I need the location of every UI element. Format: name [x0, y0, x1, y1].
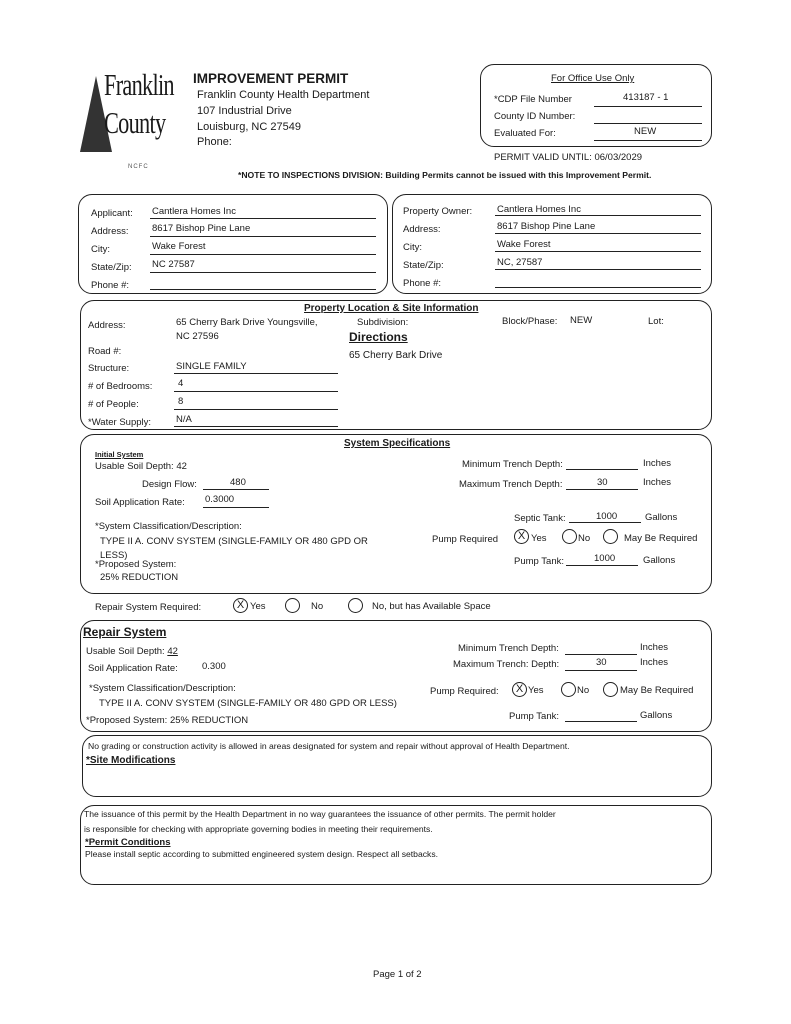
bedrooms-label: # of Bedrooms: — [88, 381, 153, 392]
evaluated-value: NEW — [634, 126, 657, 137]
septic-tank-value: 1000 — [596, 511, 618, 522]
repair-soil-rate-label: Soil Application Rate: — [88, 663, 178, 674]
repair-pump-no-label: No — [577, 685, 590, 696]
max-trench-value: 30 — [597, 477, 608, 488]
initial-soil-depth: Usable Soil Depth: 42 — [95, 461, 187, 472]
repair-pump-no-radio[interactable] — [561, 682, 576, 697]
repair-pump-yes-label: Yes — [528, 685, 544, 696]
department-phone: Phone: — [197, 136, 232, 148]
septic-tank-label: Septic Tank: — [514, 513, 566, 524]
repair-no-space-label: No, but has Available Space — [372, 601, 491, 612]
classification-overflow-text: LESS) — [100, 550, 128, 561]
soil-rate-value: 0.3000 — [205, 494, 235, 505]
owner-statezip-label: State/Zip: — [403, 260, 444, 271]
septic-tank-underline — [569, 522, 641, 523]
repair-system-title: Repair System — [83, 625, 167, 639]
repair-min-trench-unit: Inches — [640, 642, 668, 653]
pump-no-label: No — [578, 533, 591, 544]
repair-min-trench-label: Minimum Trench Depth: — [458, 643, 559, 654]
applicant-statezip-label: State/Zip: — [91, 262, 132, 273]
applicant-city-value: Wake Forest — [152, 241, 206, 252]
proposed-label: *Proposed System: — [95, 559, 177, 570]
min-trench-field — [566, 469, 638, 470]
repair-proposed-system: *Proposed System: 25% REDUCTION — [86, 715, 249, 726]
logo-line1: Franklin — [104, 67, 174, 102]
repair-no-label: No — [311, 601, 324, 612]
owner-address-label: Address: — [403, 224, 441, 235]
office-use-title: For Office Use Only — [551, 73, 635, 84]
applicant-statezip-value: NC 27587 — [152, 259, 195, 270]
lot-label: Lot: — [648, 316, 664, 327]
classification-value: TYPE II A. CONV SYSTEM (SINGLE-FAMILY OR 480 GPD OR — [100, 536, 368, 547]
repair-pump-yes-radio[interactable] — [512, 682, 527, 697]
applicant-city-underline — [150, 254, 376, 255]
repair-min-trench-field — [565, 654, 637, 655]
logo-line2: County — [104, 105, 166, 140]
owner-city-value: Wake Forest — [497, 239, 551, 250]
owner-address-value: 8617 Bishop Pine Lane — [497, 221, 596, 232]
repair-max-trench-unit: Inches — [640, 657, 668, 668]
classification-overflow — [100, 550, 128, 561]
people-label: # of People: — [88, 399, 139, 410]
bedrooms-value: 4 — [178, 378, 184, 389]
system-specifications-title: System Specifications — [344, 438, 451, 449]
x-mark-icon: X — [236, 599, 245, 611]
repair-classification-value: TYPE II A. CONV SYSTEM (SINGLE-FAMILY OR 480 GPD OR LESS) — [99, 698, 397, 709]
structure-label: Structure: — [88, 363, 130, 374]
subdivision-label: Subdivision: — [357, 317, 409, 328]
county-id-field — [594, 123, 702, 124]
evaluated-label: Evaluated For: — [494, 128, 556, 139]
department-city: Louisburg, NC 27549 — [197, 121, 301, 133]
design-flow-underline — [203, 489, 269, 490]
soil-rate-underline — [203, 507, 269, 508]
repair-pump-tank-label: Pump Tank: — [509, 711, 559, 722]
cdp-label: *CDP File Number — [494, 94, 572, 105]
department-street: 107 Industrial Drive — [197, 105, 292, 117]
applicant-address-value: 8617 Bishop Pine Lane — [152, 223, 251, 234]
directions-title: Directions — [349, 330, 408, 344]
pump-yes-label: Yes — [531, 533, 547, 544]
owner-phone-label: Phone #: — [403, 278, 442, 289]
repair-pump-required-label: Pump Required: — [430, 686, 499, 697]
permit-conditions-text: Please install septic according to submitted engineered system design. Respect all setbacks. — [85, 849, 439, 859]
repair-pump-maybe-label: May Be Required — [620, 685, 694, 696]
pump-tank-unit: Gallons — [643, 555, 676, 566]
permit-notice-line1: The issuance of this permit by the Health Department in no way guarantees the issuance of other permits. The permit holder — [84, 809, 556, 819]
structure-underline — [174, 373, 338, 374]
evaluated-underline — [594, 140, 702, 141]
property-location-title: Property Location & Site Information — [304, 303, 479, 314]
repair-classification-label: *System Classification/Description: — [89, 683, 236, 694]
applicant-label: Applicant: — [91, 208, 133, 219]
applicant-underline — [150, 218, 376, 219]
permit-conditions-title: *Permit Conditions — [85, 837, 171, 848]
applicant-statezip-underline — [150, 272, 376, 273]
repair-pump-tank-unit: Gallons — [640, 710, 673, 721]
repair-no-radio[interactable] — [285, 598, 300, 613]
pump-tank-underline — [566, 565, 638, 566]
owner-underline — [495, 215, 701, 216]
owner-city-underline — [495, 251, 701, 252]
pump-tank-label: Pump Tank: — [514, 556, 564, 567]
county-id-label: County ID Number: — [494, 111, 576, 122]
water-supply-label: *Water Supply: — [88, 417, 152, 428]
water-supply-value: N/A — [176, 414, 192, 425]
bedrooms-underline — [174, 391, 338, 392]
repair-required-label: Repair System Required: — [95, 602, 202, 613]
min-trench-unit: Inches — [643, 458, 671, 469]
owner-statezip-underline — [495, 269, 701, 270]
department-name: Franklin County Health Department — [197, 89, 370, 101]
max-trench-underline — [566, 489, 638, 490]
repair-max-trench-underline — [565, 670, 637, 671]
min-trench-label: Minimum Trench Depth: — [462, 459, 563, 470]
road-label: Road #: — [88, 346, 122, 357]
people-value: 8 — [178, 396, 184, 407]
repair-soil-depth-value: 42 — [167, 646, 178, 657]
applicant-phone-label: Phone #: — [91, 280, 130, 291]
repair-soil-depth-label-text: Usable Soil Depth: — [86, 646, 165, 657]
pump-tank-value: 1000 — [594, 553, 616, 564]
permit-notice-line2: is responsible for checking with appropriate governing bodies in meeting their requirements. — [84, 824, 433, 834]
repair-soil-depth-label — [86, 646, 178, 657]
x-mark-icon: X — [517, 530, 526, 542]
site-modifications-title: *Site Modifications — [86, 755, 176, 766]
applicant-value: Cantlera Homes Inc — [152, 206, 236, 217]
owner-address-underline — [495, 233, 701, 234]
system-specifications-box — [80, 434, 712, 594]
repair-no-space-radio[interactable] — [348, 598, 363, 613]
cdp-underline — [594, 106, 702, 107]
repair-yes-label: Yes — [250, 601, 266, 612]
pump-maybe-label: May Be Required — [624, 533, 698, 544]
site-modifications-notice: No grading or construction activity is allowed in areas designated for system and repair without approval of Health Department. — [88, 741, 570, 751]
repair-pump-maybe-radio[interactable] — [603, 682, 618, 697]
soil-rate-label: Soil Application Rate: — [95, 497, 185, 508]
logo-tagline: NCFC — [128, 164, 149, 170]
repair-soil-rate-value: 0.300 — [202, 661, 226, 672]
applicant-address-underline — [150, 236, 376, 237]
water-supply-underline — [174, 426, 338, 427]
cdp-value: 413187 - 1 — [623, 92, 669, 103]
owner-statezip-value: NC, 27587 — [497, 257, 543, 268]
pump-no-radio[interactable] — [562, 529, 577, 544]
directions-value: 65 Cherry Bark Drive — [349, 350, 443, 361]
max-trench-label: Maximum Trench Depth: — [459, 479, 563, 490]
proposed-value: 25% REDUCTION — [100, 572, 179, 583]
block-phase-label: Block/Phase: — [502, 316, 558, 327]
design-flow-label: Design Flow: — [142, 479, 197, 490]
location-address-label: Address: — [88, 320, 126, 331]
repair-max-trench-label: Maximum Trench: Depth: — [453, 659, 560, 670]
page-title: IMPROVEMENT PERMIT — [193, 71, 349, 86]
classification-label: *System Classification/Description: — [95, 521, 242, 532]
applicant-phone-field — [150, 289, 376, 290]
pump-maybe-radio[interactable] — [603, 529, 618, 544]
people-underline — [174, 409, 338, 410]
location-address-line2: NC 27596 — [176, 331, 219, 342]
inspections-note: *NOTE TO INSPECTIONS DIVISION: Building Permits cannot be issued with this Improvement Permit. — [238, 170, 652, 180]
owner-value: Cantlera Homes Inc — [497, 204, 581, 215]
block-phase-value: NEW — [570, 315, 593, 326]
repair-max-trench-value: 30 — [596, 657, 607, 668]
applicant-address-label: Address: — [91, 226, 129, 237]
structure-value: SINGLE FAMILY — [176, 361, 247, 372]
septic-tank-unit: Gallons — [645, 512, 678, 523]
pump-required-label: Pump Required — [432, 534, 499, 545]
applicant-city-label: City: — [91, 244, 110, 255]
max-trench-unit: Inches — [643, 477, 671, 488]
owner-label: Property Owner: — [403, 206, 473, 217]
permit-valid-until: PERMIT VALID UNTIL: 06/03/2029 — [494, 152, 643, 163]
repair-pump-tank-field — [565, 721, 637, 722]
x-mark-icon: X — [515, 683, 524, 695]
repair-yes-radio[interactable] — [233, 598, 248, 613]
initial-system-label: Initial System — [95, 450, 144, 459]
page-number: Page 1 of 2 — [373, 969, 422, 980]
pump-yes-radio[interactable] — [514, 529, 529, 544]
location-address-line1: 65 Cherry Bark Drive Youngsville, — [176, 317, 318, 328]
owner-city-label: City: — [403, 242, 422, 253]
design-flow-value: 480 — [230, 477, 246, 488]
owner-phone-field — [495, 287, 701, 288]
